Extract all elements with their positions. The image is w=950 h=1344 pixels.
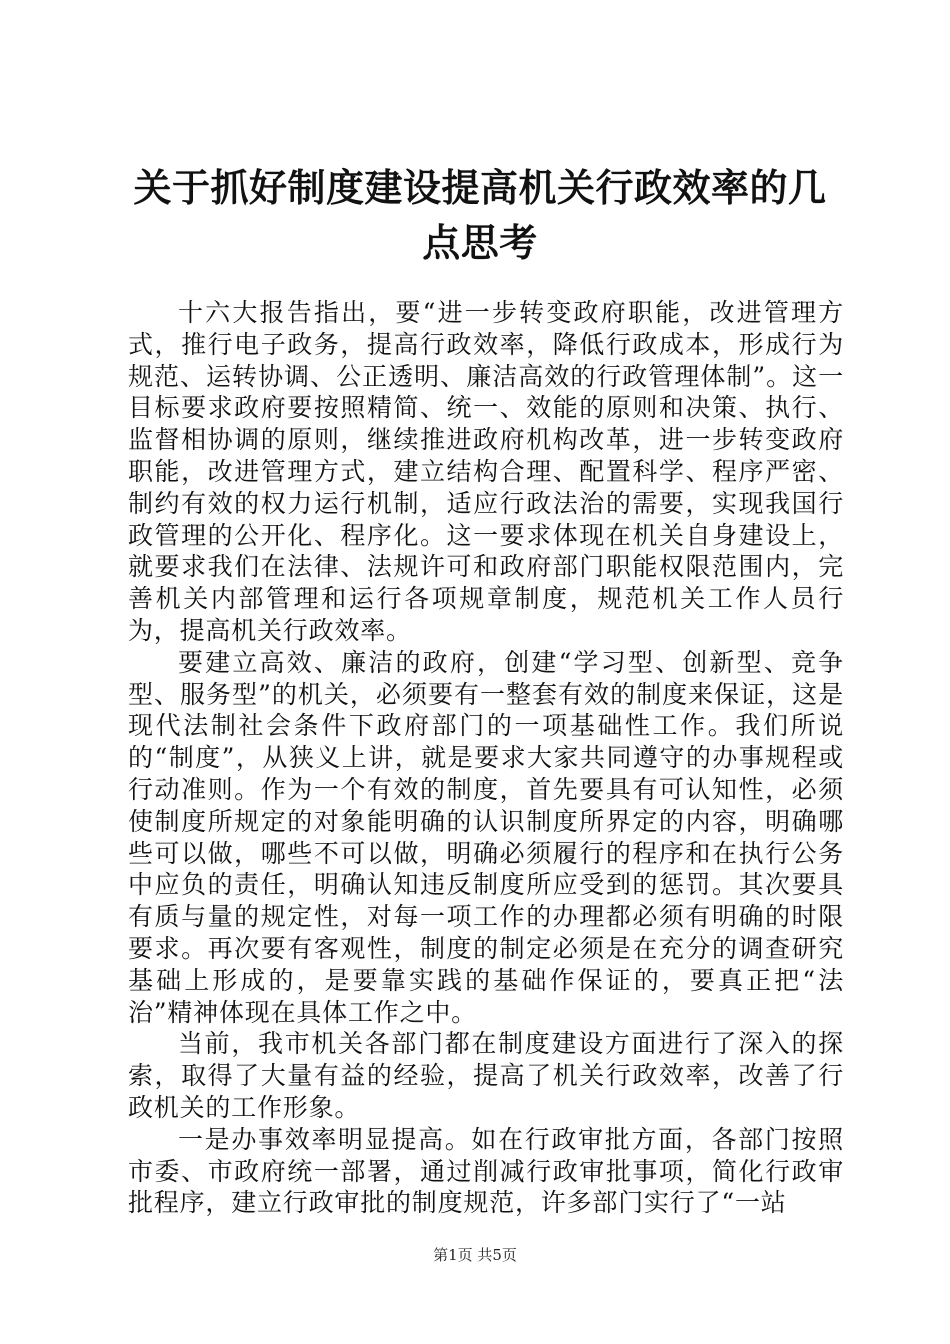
paragraph-4: 一是办事效率明显提高。如在行政审批方面，各部门按照市委、市政府统一部署，通过削减行政审批事项，简化行政审批程序，建立行政审批的制度规范，许多部门实行了“一站 (128, 1124, 844, 1218)
paragraph-1: 十六大报告指出，要“进一步转变政府职能，改进管理方式，推行电子政务，提高行政效率，降低行政成本，形成行为规范、运转协调、公正透明、廉洁高效的行政管理体制”。这一目标要求政府要按照精简、统一、效能的原则和决策、执行、监督相协调的原则，继续推进政府机构改革，进一步转变政府职能，改进管理方式，建立结构合理、配置科学、程序严密、制约有效的权力运行机制，适应行政法治的需要，实现我国行政管理的公开化、程序化。这一要求体现在机关自身建设上，就要求我们在法律、法规许可和政府部门职能权限范围内，完善机关内部管理和运行各项规章制度，规范机关工作人员行为，提高机关行政效率。 (128, 298, 844, 645)
document-body (128, 297, 844, 1219)
document-title: 关于抓好制度建设提高机关行政效率的几点思考 (133, 165, 827, 265)
paragraph-3: 当前，我市机关各部门都在制度建设方面进行了深入的探索，取得了大量有益的经验，提高了机关行政效率，改善了行政机关的工作形象。 (128, 1029, 844, 1122)
paragraph-2: 要建立高效、廉洁的政府，创建“学习型、创新型、竞争型、服务型”的机关，必须要有一整套有效的制度来保证，这是现代法制社会条件下政府部门的一项基础性工作。我们所说的“制度”，从狭义上讲，就是要求大家共同遵守的办事规程或行动准则。作为一个有效的制度，首先要具有可认知性，必须使制度所规定的对象能明确的认识制度所界定的内容，明确哪些可以做，哪些不可以做，明确必须履行的程序和在执行公务中应负的责任，明确认知违反制度所应受到的惩罚。其次要具有质与量的规定性，对每一项工作的办理都必须有明确的时限要求。再次要有客观性，制度的制定必须是在充分的调查研究基础上形成的，是要靠实践的基础作保证的，要真正把“法治”精神体现在具体工作之中。 (128, 647, 844, 1027)
page-number-footer: 第1页 共5页 (433, 1246, 517, 1264)
